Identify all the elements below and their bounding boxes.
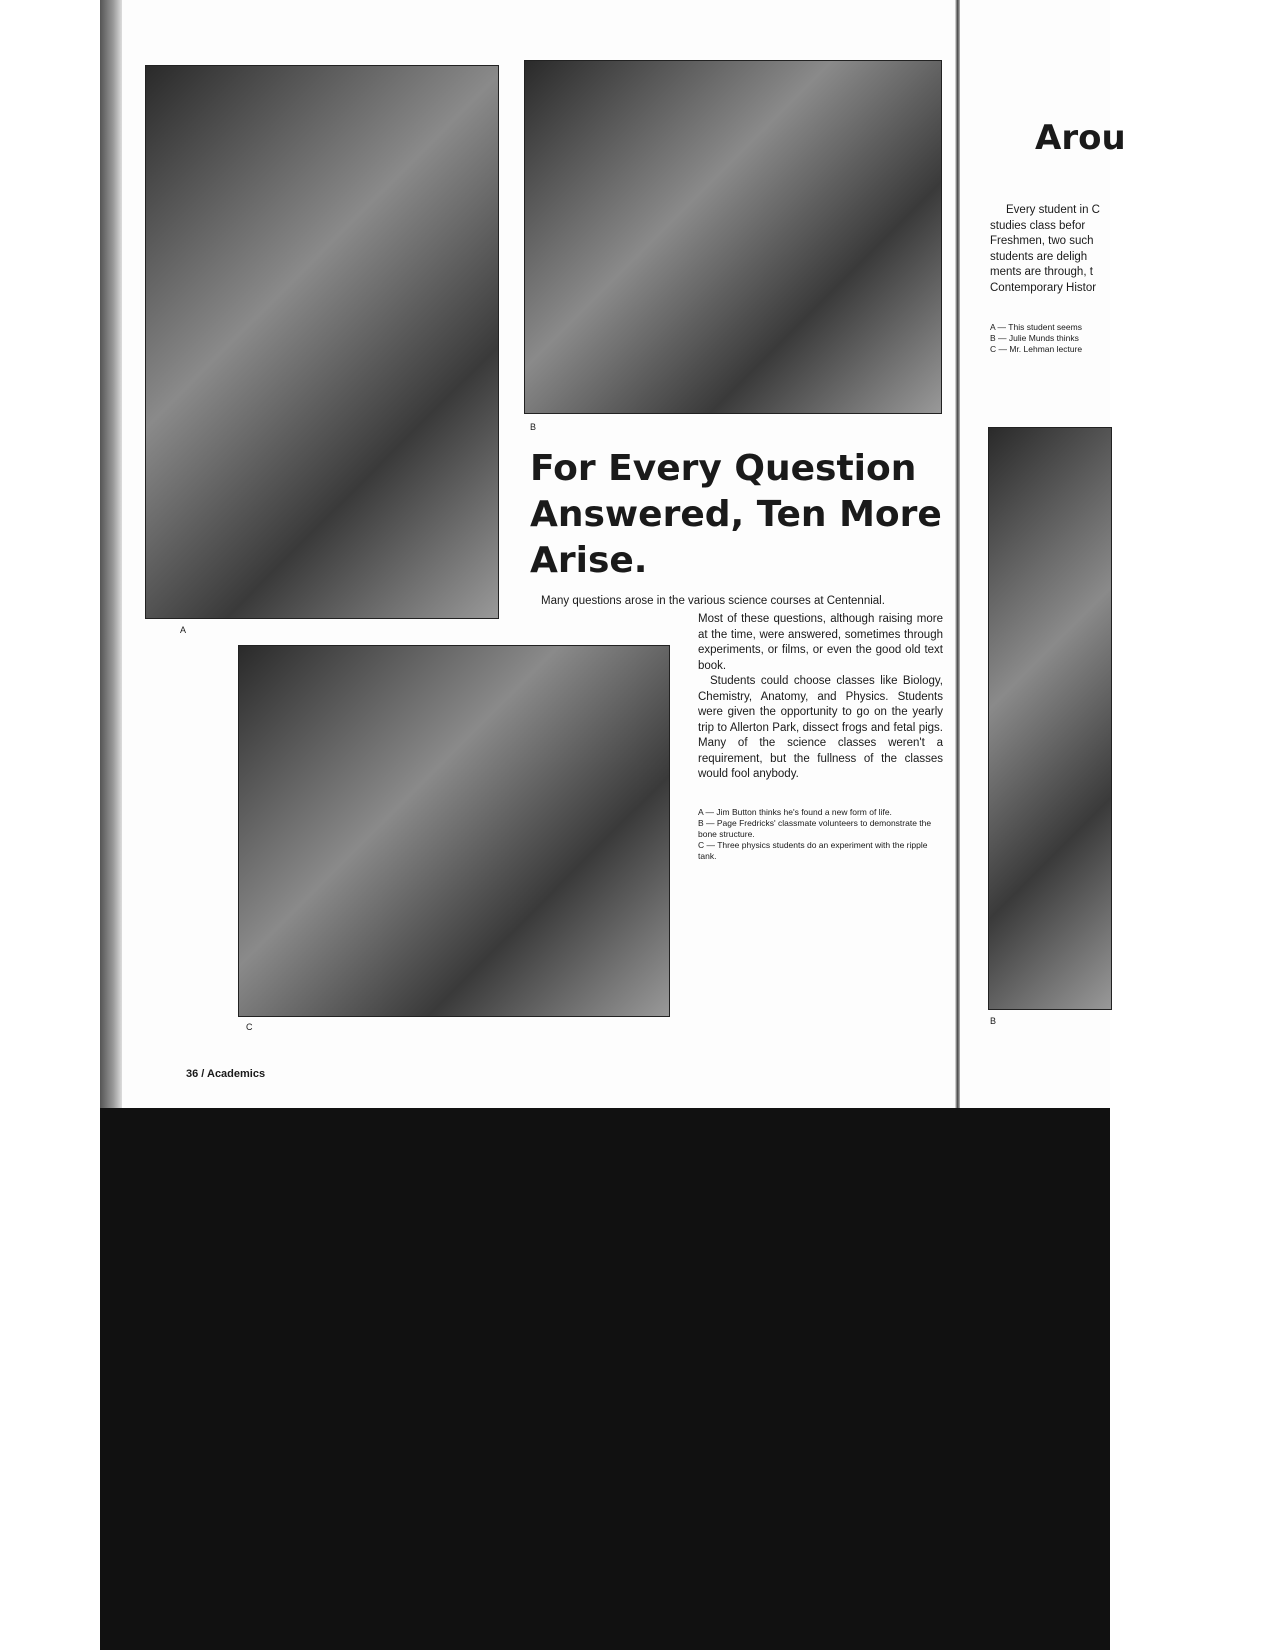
page-folio: 36 / Academics: [186, 1068, 266, 1080]
photo-c-ripple-tank: [238, 645, 670, 1017]
right-body-line: studies class befor: [990, 219, 1086, 232]
right-body-line: ments are through, t: [990, 266, 1093, 278]
headline-line: Answered, Ten More: [530, 494, 942, 535]
caption-b: B — Page Fredricks' classmate volunteers to demonstrate the bone structure.: [698, 817, 932, 839]
right-body-line: Contemporary Histor: [990, 281, 1097, 294]
page-gutter: [955, 0, 960, 1110]
right-body: [990, 203, 1110, 296]
body-column: [698, 612, 943, 862]
right-caption: C — Mr. Lehman lecture: [990, 344, 1083, 354]
caption-c: C — Three physics students do an experiment with the ripple tank.: [698, 839, 928, 861]
photo-a-label: A: [180, 625, 187, 635]
photo-b-label: B: [530, 422, 537, 432]
body-first-line: Many questions arose in the various science courses at Centennial.: [541, 595, 885, 607]
photo-c-label: C: [246, 1022, 253, 1032]
headline-line: Arise.: [530, 540, 648, 581]
right-caption: A — This student seems: [990, 322, 1082, 332]
right-photo-label: B: [990, 1016, 997, 1026]
right-body-line: Freshmen, two such: [990, 235, 1094, 247]
headline: [530, 446, 942, 584]
body-paragraph-1: Most of these questions, although raising more at the time, were answered, sometimes through experiments, or films, or even the good old text book.: [698, 613, 943, 672]
caption-a: A — Jim Button thinks he's found a new form of life.: [698, 806, 892, 817]
photo-a-microscope: [145, 65, 499, 619]
headline-line: For Every Question: [530, 448, 917, 489]
right-captions: [990, 322, 1110, 355]
right-body-line: Every student in C: [1006, 204, 1100, 216]
right-caption: B — Julie Munds thinks: [990, 333, 1079, 343]
right-body-line: students are deligh: [990, 250, 1088, 263]
right-photo: [988, 427, 1112, 1010]
captions: [698, 807, 943, 862]
photo-b-skeleton: [524, 60, 942, 414]
scan-edge: [100, 0, 122, 1110]
body-paragraph-2: Students could choose classes like Biology, Chemistry, Anatomy, and Physics. Students were given the opportunity to go on the yearly trip to Allerton Park, dissect frogs and fetal pigs. Many of the science classes weren't a requirement, but the fullness of the classes would fool anybody.: [698, 675, 943, 780]
scanner-background: [100, 1108, 1110, 1650]
right-headline: Arou: [1035, 118, 1126, 158]
